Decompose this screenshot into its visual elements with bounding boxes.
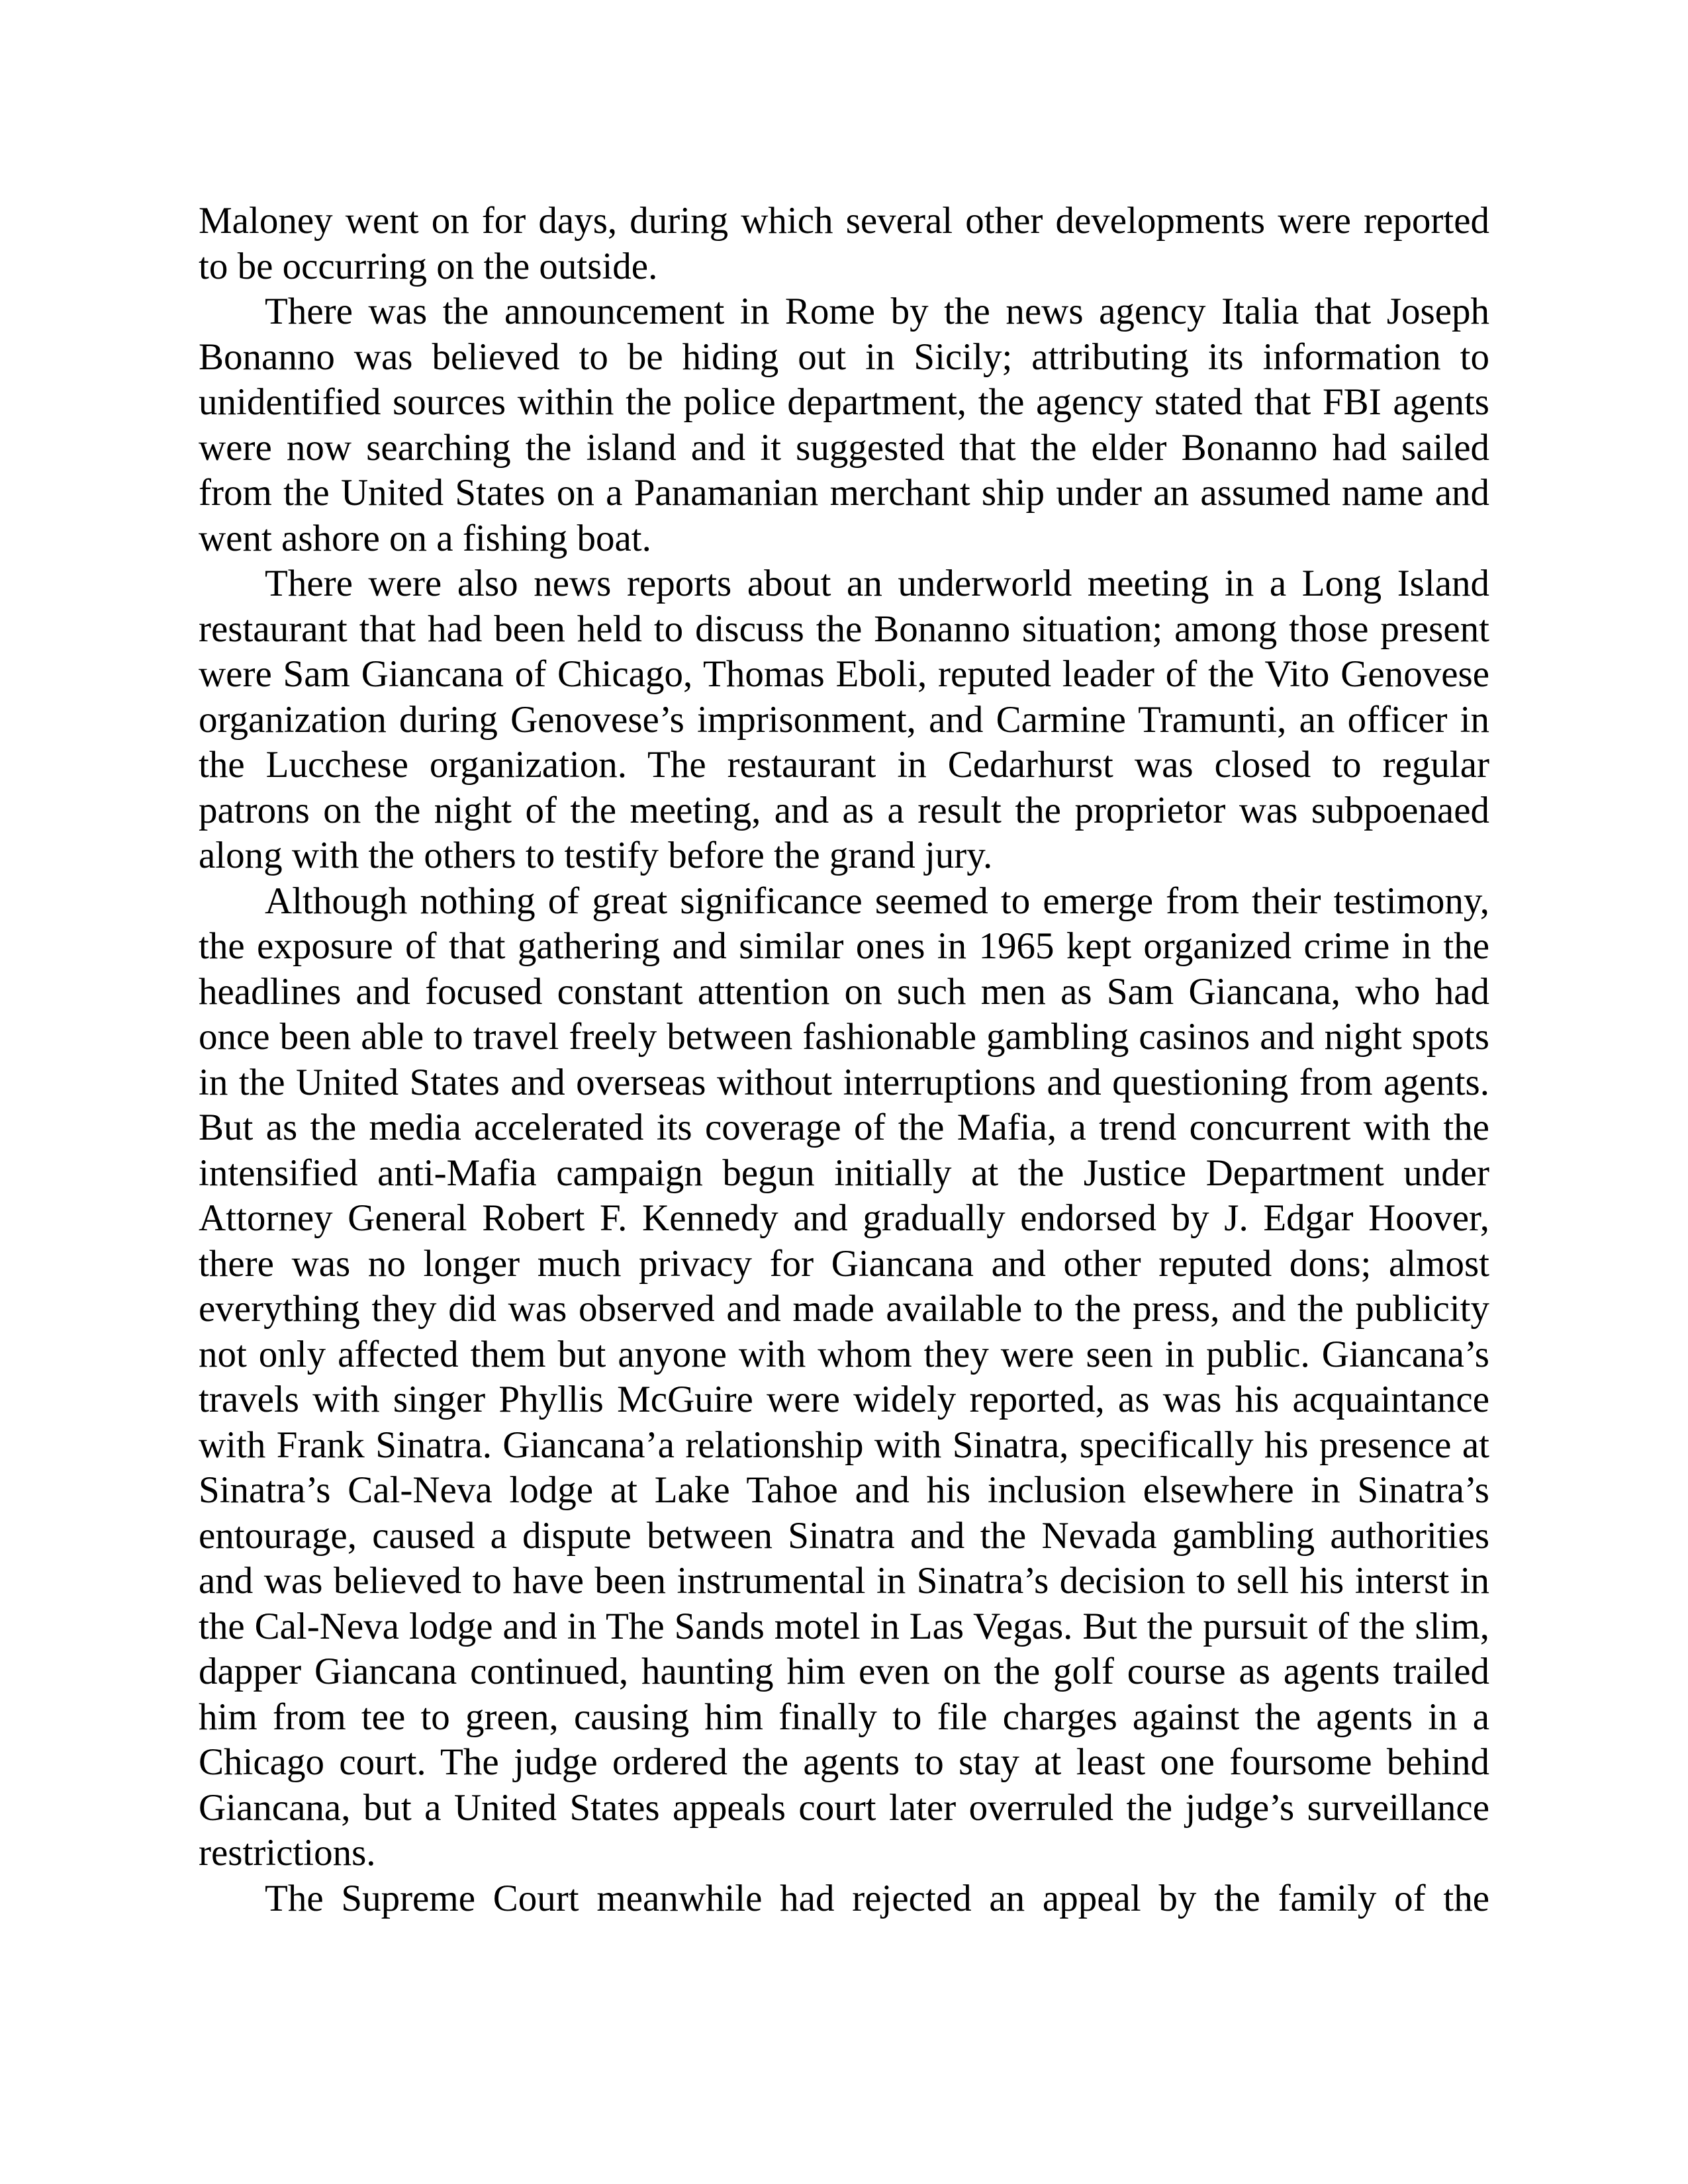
paragraph-2: There was the announcement in Rome by the news agency Italia that Joseph Bonanno was believed to be hiding out in Sicily; attributing its information to unidentified sources within the police department, the agency stated that FBI agents were now searching the island and it suggested that the elder Bonanno had sailed from the United States on a Panamanian merchant ship under an assumed name and went ashore on a fishing boat. (199, 291, 1489, 559)
paragraph-5: The Supreme Court meanwhile had rejected an appeal by the family of the (265, 1877, 1489, 1919)
paragraph-1: Maloney went on for days, during which several other developments were reported to be occurring on the outside. (199, 200, 1489, 287)
paragraph-4: Although nothing of great significance seemed to emerge from their testimony, the exposure of that gathering and similar ones in 1965 kept organized crime in the headlines and focused constant attention on such men as Sam Giancana, who had once been able to travel freely between fashionable gambling casinos and night spots in the United States and overseas without interruptions and questioning from agents. But as the media accelerated its coverage of the Mafia, a trend concurrent with the intensified anti-Mafia campaign begun initially at the Justice Department under Attorney General Robert F. Kennedy and gradually endorsed by J. Edgar Hoover, there was no longer much privacy for Giancana and other reputed dons; almost everything they did was observed and made available to the press, and the publicity not only affected them but anyone with whom they were seen in public. Giancana’s travels with singer Phyllis McGuire were widely reported, as was his acquaintance with Frank Sinatra. Giancana’a relationship with Sinatra, specifically his presence at Sinatra’s Cal-Neva lodge at Lake Tahoe and his inclusion elsewhere in Sinatra’s entourage, caused a dispute between Sinatra and the Nevada gambling authorities and was believed to have been instrumental in Sinatra’s decision to sell his interst in the Cal-Neva lodge and in The Sands motel in Las Vegas. But the pursuit of the slim, dapper Giancana continued, haunting him even on the golf course as agents trailed him from tee to green, causing him finally to file charges against the agents in a Chicago court. The judge ordered the agents to stay at least one foursome behind Giancana, but a United States appeals court later overruled the judge’s surveillance restrictions. (199, 880, 1489, 1874)
document-page (199, 199, 1489, 1921)
paragraph-3: There were also news reports about an underworld meeting in a Long Island restaurant that had been held to discuss the Bonanno situation; among those present were Sam Giancana of Chicago, Thomas Eboli, reputed leader of the Vito Genovese organization during Genovese’s imprisonment, and Carmine Tramunti, an officer in the Lucchese organization. The restaurant in Cedarhurst was closed to regular patrons on the night of the meeting, and as a result the proprietor was subpoenaed along with the others to testify before the grand jury. (199, 563, 1489, 876)
